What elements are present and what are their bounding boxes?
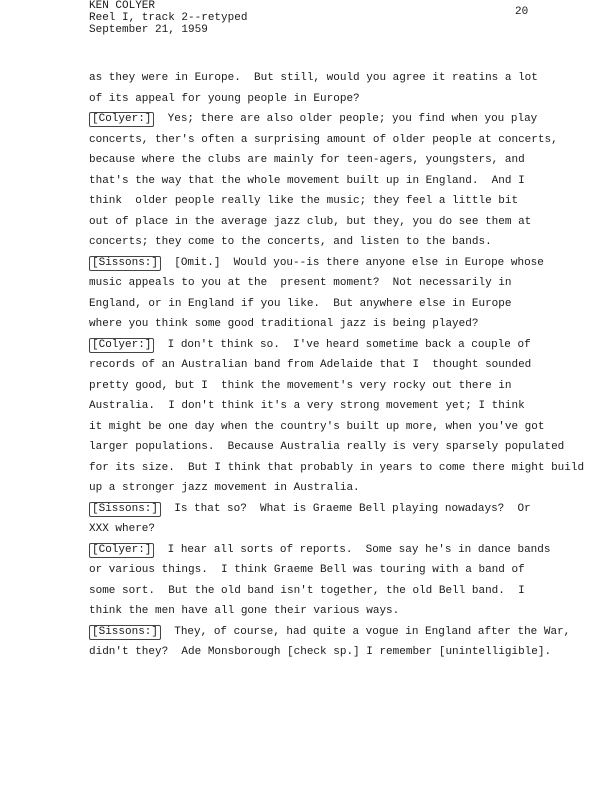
speaker-label: [Colyer:] bbox=[89, 112, 154, 127]
transcript-line bbox=[89, 150, 589, 171]
transcript-line bbox=[89, 294, 589, 315]
line-text: up a stronger jazz movement in Australia. bbox=[89, 482, 360, 494]
transcript-line bbox=[89, 335, 589, 356]
transcript-line bbox=[89, 232, 589, 253]
transcript-line bbox=[89, 376, 589, 397]
line-text: pretty good, but I think the movement's very rocky out there in bbox=[89, 379, 512, 392]
line-text: of its appeal for young people in Europe? bbox=[89, 92, 360, 105]
page-number: 20 bbox=[515, 6, 529, 18]
transcript-line bbox=[89, 314, 589, 335]
transcript-line bbox=[89, 355, 589, 376]
line-text: or various things. I think Graeme Bell was touring with a band of bbox=[89, 564, 525, 576]
line-text: records of an Australian band from Adelaide that I thought sounded bbox=[89, 359, 532, 371]
line-text: I hear all sorts of reports. Some say he's in dance bands bbox=[154, 543, 551, 556]
line-text: out of place in the average jazz club, but they, you do see them at bbox=[89, 215, 532, 228]
transcript-line bbox=[89, 642, 589, 663]
line-text: England, or in England if you like. But anywhere else in Europe bbox=[89, 297, 512, 310]
line-text: [Omit.] Would you--is there anyone else in Europe whose bbox=[161, 256, 544, 269]
transcript-line bbox=[89, 581, 589, 602]
line-text: concerts; they come to the concerts, and listen to the bands. bbox=[89, 236, 492, 248]
line-text: that's the way that the whole movement built up in England. And I bbox=[89, 174, 525, 187]
line-text: larger populations. Because Australia really is very sparsely populated bbox=[89, 441, 565, 453]
line-text: Yes; there are also older people; you find when you play bbox=[154, 113, 538, 125]
line-text: it might be one day when the country's built up more, when you've got bbox=[89, 420, 545, 433]
transcript-line bbox=[89, 601, 589, 622]
line-text: think the men have all gone their various ways. bbox=[89, 605, 400, 617]
transcript-line bbox=[89, 478, 589, 499]
transcript-line bbox=[89, 560, 589, 581]
transcript-line bbox=[89, 212, 589, 233]
line-text: think older people really like the music; they feel a little bit bbox=[89, 195, 519, 207]
interview-date: September 21, 1959 bbox=[89, 24, 208, 36]
transcript-line bbox=[89, 458, 589, 479]
transcript-line bbox=[89, 437, 589, 458]
transcript-line bbox=[89, 191, 589, 212]
transcript-line bbox=[89, 417, 589, 438]
transcript-line bbox=[89, 519, 589, 540]
line-text: music appeals to you at the present moment? Not necessarily in bbox=[89, 277, 512, 289]
transcript-body bbox=[89, 68, 589, 663]
transcript-line bbox=[89, 396, 589, 417]
transcript-line bbox=[89, 89, 589, 110]
line-text: as they were in Europe. But still, would you agree it reatins a lot bbox=[89, 72, 538, 84]
line-text: because where the clubs are mainly for teen-agers, youngsters, and bbox=[89, 154, 525, 166]
line-text: for its size. But I think that probably in years to come there might build bbox=[89, 461, 585, 474]
transcript-line bbox=[89, 68, 589, 89]
transcript-line bbox=[89, 273, 589, 294]
speaker-label: [Sissons:] bbox=[89, 625, 161, 640]
line-text: where you think some good traditional jazz is being played? bbox=[89, 318, 479, 330]
transcript-line bbox=[89, 622, 589, 643]
line-text: They, of course, had quite a vogue in England after the War, bbox=[161, 625, 571, 638]
line-text: concerts, ther's often a surprising amount of older people at concerts, bbox=[89, 133, 558, 146]
transcript-line bbox=[89, 499, 589, 520]
line-text: Australia. I don't think it's a very strong movement yet; I think bbox=[89, 400, 525, 412]
line-text: didn't they? Ade Monsborough [check sp.] I remember [unintelligible]. bbox=[89, 646, 552, 658]
transcript-line bbox=[89, 109, 589, 130]
line-text: I don't think so. I've heard sometime back a couple of bbox=[154, 338, 531, 351]
reel-track-label: Reel I, track 2--retyped bbox=[89, 12, 248, 24]
transcript-line bbox=[89, 171, 589, 192]
line-text: some sort. But the old band isn't together, the old Bell band. I bbox=[89, 584, 525, 597]
transcript-line bbox=[89, 253, 589, 274]
transcript-line bbox=[89, 540, 589, 561]
speaker-label: [Sissons:] bbox=[89, 502, 161, 517]
line-text: Is that so? What is Graeme Bell playing nowadays? Or bbox=[161, 502, 531, 515]
line-text: XXX where? bbox=[89, 523, 156, 535]
transcript-line bbox=[89, 130, 589, 151]
speaker-label: [Sissons:] bbox=[89, 256, 161, 271]
speaker-label: [Colyer:] bbox=[89, 543, 154, 558]
interviewee-name: KEN COLYER bbox=[89, 0, 156, 12]
speaker-label: [Colyer:] bbox=[89, 338, 154, 353]
